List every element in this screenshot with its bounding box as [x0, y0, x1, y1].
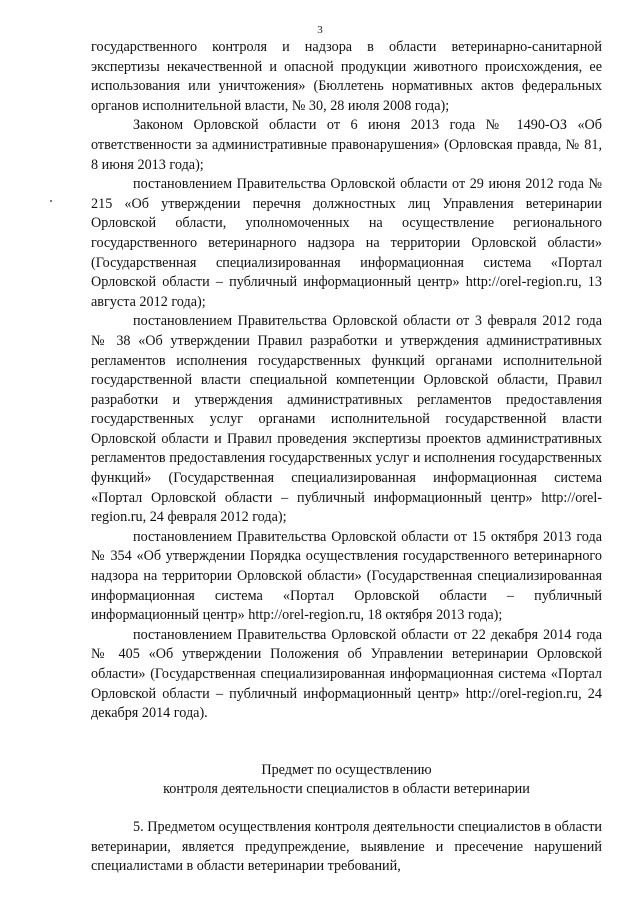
paragraph-law-1490: Законом Орловской области от 6 июня 2013 года № 1490-ОЗ «Об ответственности за административные правонарушения» (Орловская правда, № 81, 8 июня 2013 года); — [91, 117, 602, 173]
paragraph-item-5: 5. Предметом осуществления контроля деятельности специалистов в области ветеринарии, является предупреждение, выявление и пресечение нарушений специалистами в области ветеринарии требований, — [91, 818, 602, 875]
paragraph-continuation: государственного контроля и надзора в области ветеринарно-санитарной экспертизы некачественной и опасной продукции животного происхождения, ее использования или уничтожения» (Бюллетень нормативных актов федеральных органов исполнительной власти, № 30, 28 июля 2008 года); — [91, 39, 602, 114]
document-body — [91, 38, 602, 877]
section-heading-line1: Предмет по осуществлению — [261, 761, 432, 778]
section-heading-line2: контроля деятельности специалистов в области ветеринарии — [163, 781, 530, 798]
paragraph-resolution-38: постановлением Правительства Орловской области от 3 февраля 2012 года № 38 «Об утверждении Правил разработки и утверждения административных регламентов исполнения государственных функций органами исполнительной государственной власти специальной компетенции Орловской области, Правил разработки и утверждения административных регламентов предоставления государственных услуг органами исполнительной государственной власти Орловской области и Правил проведения экспертизы проектов административных регламентов предоставления государственных услуг и исполнения государственных функций» (Государственная специализированная информационная система «Портал Орловской области – публичный информационный центр» http://orel-region.ru, 24 февраля 2012 года); — [91, 313, 602, 526]
paragraph-resolution-215: постановлением Правительства Орловской области от 29 июня 2012 года № 215 «Об утверждении перечня должностных лиц Управления ветеринарии Орловской области, уполномоченных на осуществление регионального государственного ветеринарного надзора на территории Орловской области» (Государственная специализированная информационная система «Портал Орловской области – публичный информационный центр» http://orel-region.ru, 13 августа 2012 года); — [91, 176, 602, 310]
paragraph-resolution-354: постановлением Правительства Орловской области от 15 октября 2013 года № 354 «Об утверждении Порядка осуществления государственного ветеринарного надзора на территории Орловской области» (Государственная специализированная информационная система «Портал Орловской области – публичный информационный центр» http://orel-region.ru, 18 октября 2013 года); — [91, 528, 602, 624]
paragraph-resolution-405: постановлением Правительства Орловской области от 22 декабря 2014 года № 405 «Об утверждении Положения об Управлении ветеринарии Орловской области» (Государственная специализированная информационная система «Портал Орловской области – публичный информационный центр» http://orel-region.ru, 24 декабря 2014 года). — [91, 626, 602, 722]
section-heading — [91, 761, 602, 800]
scan-mark — [50, 200, 52, 202]
page-number: 3 — [317, 24, 323, 36]
